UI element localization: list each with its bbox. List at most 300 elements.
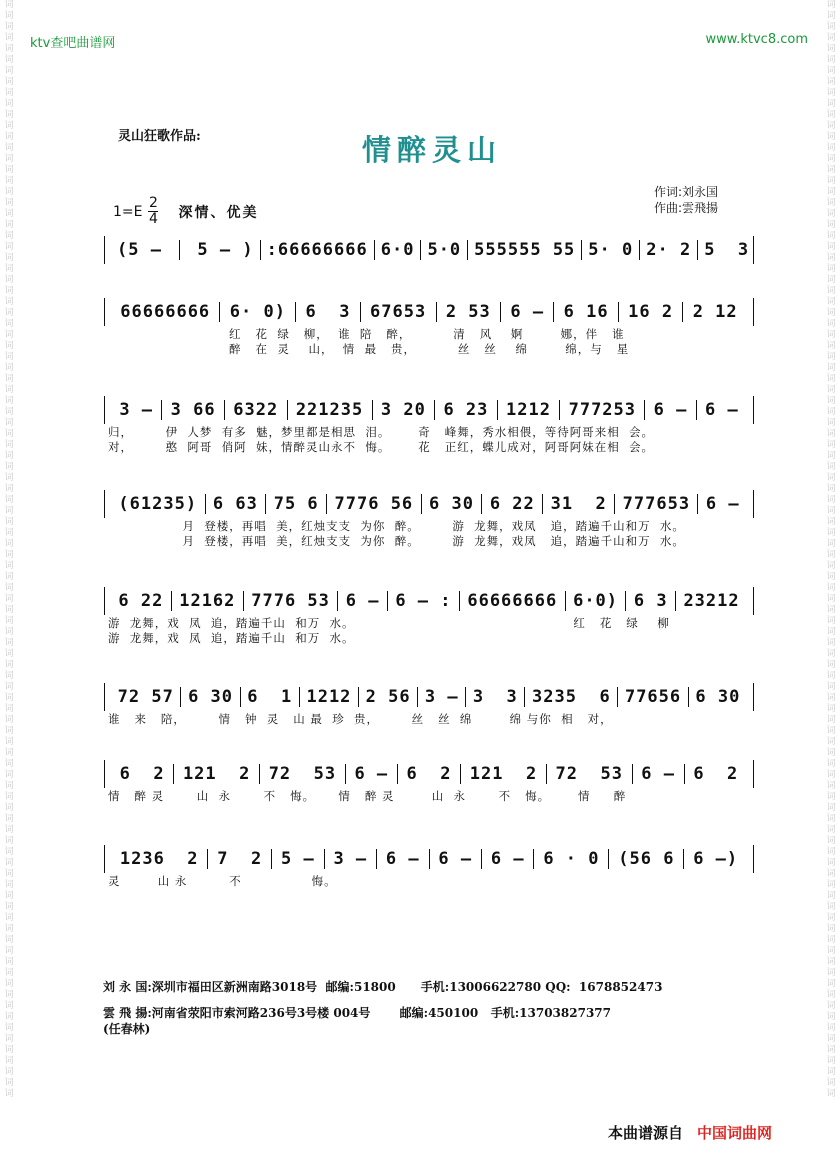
lyric-line: 游 龙舞，戏 凤 追，踏遍千山 和万 水。 红 花 绿 柳 bbox=[108, 616, 670, 630]
measure: 6 —) bbox=[693, 849, 739, 869]
measure: 6 — bbox=[346, 764, 398, 784]
watermark-glyph: 词 bbox=[826, 1023, 836, 1033]
watermark-glyph: 词 bbox=[4, 88, 14, 98]
measure: 6 2 bbox=[111, 764, 174, 784]
score-row-4 bbox=[104, 490, 754, 548]
watermark-glyph: 词 bbox=[826, 539, 836, 549]
watermark-glyph: 词 bbox=[826, 297, 836, 307]
measure: 77656 bbox=[618, 687, 688, 707]
song-title: 情醉灵山 bbox=[362, 133, 503, 167]
watermark-glyph: 词 bbox=[826, 836, 836, 846]
measure: 6 — bbox=[705, 494, 740, 514]
watermark-glyph: 词 bbox=[826, 484, 836, 494]
watermark-glyph: 词 bbox=[826, 374, 836, 384]
measure: 6 30 bbox=[181, 687, 240, 707]
measure: 7776 56 bbox=[327, 494, 422, 514]
watermark-glyph: 词 bbox=[4, 385, 14, 395]
watermark-glyph: 词 bbox=[4, 1001, 14, 1011]
watermark-glyph: 词 bbox=[826, 132, 836, 142]
watermark-glyph: 词 bbox=[4, 924, 14, 934]
watermark-glyph: 词 bbox=[826, 1001, 836, 1011]
watermark-glyph: 词 bbox=[4, 209, 14, 219]
watermark-glyph: 词 bbox=[826, 924, 836, 934]
measure: 12162 bbox=[172, 591, 244, 611]
watermark-glyph: 词 bbox=[4, 1067, 14, 1077]
watermark-glyph: 词 bbox=[826, 33, 836, 43]
composer: 作曲:雲飛揚 bbox=[654, 201, 719, 215]
watermark-glyph: 词 bbox=[826, 22, 836, 32]
watermark-glyph: 词 bbox=[826, 572, 836, 582]
watermark-glyph: 词 bbox=[826, 385, 836, 395]
watermark-glyph: 词 bbox=[826, 341, 836, 351]
measure: 1212 bbox=[498, 400, 561, 420]
measure: 5 3 bbox=[704, 240, 750, 260]
watermark-glyph: 词 bbox=[4, 858, 14, 868]
watermark-glyph: 词 bbox=[826, 847, 836, 857]
watermark-glyph: 词 bbox=[826, 638, 836, 648]
watermark-glyph: 词 bbox=[826, 715, 836, 725]
watermark-glyph: 词 bbox=[4, 154, 14, 164]
watermark-glyph: 词 bbox=[4, 451, 14, 461]
watermark-glyph: 词 bbox=[826, 187, 836, 197]
watermark-glyph: 词 bbox=[826, 869, 836, 879]
watermark-glyph: 词 bbox=[4, 165, 14, 175]
watermark-glyph: 词 bbox=[826, 143, 836, 153]
watermark-glyph: 词 bbox=[826, 880, 836, 890]
lyric-line: 醉 在 灵 山， 情 最 贵， 丝 丝 绵 绵，与 星 bbox=[108, 342, 630, 356]
score-row-5 bbox=[104, 587, 754, 645]
watermark-glyph: 词 bbox=[4, 341, 14, 351]
measure: 6 2 bbox=[398, 764, 461, 784]
watermark-glyph: 词 bbox=[4, 880, 14, 890]
watermark-glyph: 词 bbox=[826, 561, 836, 571]
source-site-link[interactable]: 中国词曲网 bbox=[697, 1124, 773, 1142]
watermark-glyph: 词 bbox=[826, 957, 836, 967]
watermark-glyph: 词 bbox=[4, 836, 14, 846]
watermark-glyph: 词 bbox=[826, 902, 836, 912]
watermark-glyph: 词 bbox=[826, 154, 836, 164]
watermark-glyph: 词 bbox=[4, 869, 14, 879]
watermark-glyph: 词 bbox=[4, 418, 14, 428]
measure: 72 57 bbox=[111, 687, 181, 707]
watermark-glyph: 词 bbox=[826, 858, 836, 868]
watermark-glyph: 词 bbox=[826, 759, 836, 769]
watermark-glyph: 词 bbox=[826, 803, 836, 813]
watermark-glyph: 词 bbox=[826, 209, 836, 219]
measure: 6 3 bbox=[626, 591, 676, 611]
measure: 221235 bbox=[288, 400, 373, 420]
watermark-glyph: 词 bbox=[4, 286, 14, 296]
watermark-glyph: 词 bbox=[4, 748, 14, 758]
measure: 777253 bbox=[560, 400, 645, 420]
watermark-glyph: 词 bbox=[826, 1078, 836, 1088]
measure: 6322 bbox=[225, 400, 288, 420]
watermark-glyph: 词 bbox=[4, 572, 14, 582]
measure: 2 53 bbox=[437, 302, 502, 322]
measure: 6 30 bbox=[422, 494, 483, 514]
measure: 3 20 bbox=[373, 400, 436, 420]
watermark-glyph: 词 bbox=[4, 913, 14, 923]
watermark-glyph: 词 bbox=[826, 814, 836, 824]
tonic: 1=E bbox=[113, 203, 143, 220]
watermark-glyph: 词 bbox=[826, 550, 836, 560]
watermark-glyph: 词 bbox=[4, 11, 14, 21]
watermark-glyph: 词 bbox=[826, 825, 836, 835]
watermark-glyph: 词 bbox=[4, 825, 14, 835]
watermark-glyph: 词 bbox=[826, 517, 836, 527]
notation-line bbox=[104, 760, 754, 788]
measure: 1236 2 bbox=[111, 849, 208, 869]
watermark-glyph: 词 bbox=[826, 55, 836, 65]
watermark-glyph: 词 bbox=[4, 297, 14, 307]
watermark-glyph: 词 bbox=[4, 66, 14, 76]
measure: 7776 53 bbox=[244, 591, 339, 611]
measure: 121 2 bbox=[461, 764, 547, 784]
score-row-7 bbox=[104, 760, 754, 803]
watermark-glyph: 词 bbox=[826, 693, 836, 703]
measure: 6 — bbox=[377, 849, 429, 869]
watermark-glyph: 词 bbox=[826, 594, 836, 604]
measure: 6·0 bbox=[375, 240, 422, 260]
notation-line bbox=[104, 298, 754, 326]
watermark-glyph: 词 bbox=[4, 847, 14, 857]
measure: 5· 0 bbox=[582, 240, 640, 260]
watermark-glyph: 词 bbox=[4, 264, 14, 274]
watermark-glyph: 词 bbox=[826, 968, 836, 978]
watermark-glyph: 词 bbox=[4, 803, 14, 813]
measure: 6 — bbox=[338, 591, 388, 611]
watermark-glyph: 词 bbox=[826, 682, 836, 692]
measure: 3 — bbox=[111, 400, 162, 420]
watermark-glyph: 词 bbox=[4, 605, 14, 615]
watermark-glyph: 词 bbox=[4, 0, 14, 10]
watermark-glyph: 词 bbox=[826, 1045, 836, 1055]
watermark-glyph: 词 bbox=[826, 583, 836, 593]
watermark-glyph: 词 bbox=[826, 473, 836, 483]
watermark-glyph: 词 bbox=[826, 396, 836, 406]
watermark-glyph: 词 bbox=[826, 770, 836, 780]
watermark-glyph: 词 bbox=[4, 253, 14, 263]
watermark-glyph: 词 bbox=[4, 44, 14, 54]
byline: 灵山狂歌作品: bbox=[118, 129, 201, 144]
watermark-glyph: 词 bbox=[826, 231, 836, 241]
measure: 3 — bbox=[325, 849, 377, 869]
lyric-line: 游 龙舞，戏 凤 追，踏遍千山 和万 水。 bbox=[108, 631, 355, 645]
watermark-glyph: 词 bbox=[4, 638, 14, 648]
watermark-glyph: 词 bbox=[4, 770, 14, 780]
measure: :66666666 bbox=[261, 240, 375, 260]
credits bbox=[654, 184, 718, 216]
watermark-glyph: 词 bbox=[826, 792, 836, 802]
watermark-glyph: 词 bbox=[4, 473, 14, 483]
watermark-glyph: 词 bbox=[4, 792, 14, 802]
source-credit: 本曲谱源自 中国词曲网 bbox=[608, 1124, 773, 1142]
measure: 6 — bbox=[633, 764, 685, 784]
watermark-glyph: 词 bbox=[4, 968, 14, 978]
watermark-glyph: 词 bbox=[4, 176, 14, 186]
watermark-glyph: 词 bbox=[826, 616, 836, 626]
watermark-glyph: 词 bbox=[4, 1012, 14, 1022]
watermark-glyph: 词 bbox=[4, 99, 14, 109]
watermark-glyph: 词 bbox=[4, 902, 14, 912]
watermark-glyph: 词 bbox=[826, 44, 836, 54]
measure: 6 — bbox=[482, 849, 534, 869]
measure: 66666666 bbox=[111, 302, 220, 322]
watermark-glyph: 词 bbox=[826, 649, 836, 659]
watermark-glyph: 词 bbox=[826, 605, 836, 615]
watermark-glyph: 词 bbox=[826, 418, 836, 428]
watermark-glyph: 词 bbox=[4, 704, 14, 714]
watermark-glyph: 词 bbox=[826, 1089, 836, 1099]
watermark-glyph: 词 bbox=[4, 737, 14, 747]
watermark-glyph: 词 bbox=[4, 1034, 14, 1044]
watermark-glyph: 词 bbox=[4, 649, 14, 659]
watermark-glyph: 词 bbox=[4, 946, 14, 956]
measure: 6 — bbox=[501, 302, 554, 322]
watermark-glyph: 词 bbox=[826, 495, 836, 505]
watermark-glyph: 词 bbox=[4, 627, 14, 637]
watermark-glyph: 词 bbox=[4, 407, 14, 417]
measure: 6 · 0 bbox=[534, 849, 609, 869]
notation-line bbox=[104, 587, 754, 615]
watermark-glyph: 词 bbox=[4, 22, 14, 32]
site-name-left: ktv查吧曲谱网 bbox=[30, 36, 116, 51]
watermark-glyph: 词 bbox=[4, 374, 14, 384]
watermark-glyph: 词 bbox=[4, 550, 14, 560]
watermark-glyph: 词 bbox=[4, 462, 14, 472]
measure: 6 22 bbox=[482, 494, 543, 514]
measure: 3 66 bbox=[162, 400, 225, 420]
watermark-glyph: 词 bbox=[826, 891, 836, 901]
contact-line-3: (任春林) bbox=[103, 1022, 151, 1036]
watermark-glyph: 词 bbox=[826, 407, 836, 417]
measure: 3 — bbox=[418, 687, 466, 707]
watermark-glyph: 词 bbox=[4, 715, 14, 725]
watermark-glyph: 词 bbox=[826, 0, 836, 10]
watermark-glyph: 词 bbox=[4, 935, 14, 945]
watermark-glyph: 词 bbox=[4, 682, 14, 692]
watermark-glyph: 词 bbox=[826, 198, 836, 208]
watermark-glyph: 词 bbox=[826, 1034, 836, 1044]
watermark-glyph: 词 bbox=[4, 891, 14, 901]
watermark-glyph: 词 bbox=[826, 11, 836, 21]
tempo-marking: 深情、优美 bbox=[178, 204, 259, 221]
watermark-glyph: 词 bbox=[4, 726, 14, 736]
notation-line bbox=[104, 845, 754, 873]
watermark-glyph: 词 bbox=[826, 1056, 836, 1066]
measure: 31 2 bbox=[543, 494, 615, 514]
watermark-glyph: 词 bbox=[4, 121, 14, 131]
measure: 1212 bbox=[300, 687, 359, 707]
measure: 6· 0) bbox=[220, 302, 296, 322]
watermark-glyph: 词 bbox=[826, 363, 836, 373]
watermark-glyph: 词 bbox=[4, 561, 14, 571]
watermark-glyph: 词 bbox=[4, 693, 14, 703]
watermark-glyph: 词 bbox=[4, 671, 14, 681]
measure: (5 — bbox=[111, 240, 180, 260]
lyric-line: 归， 伊 人梦 有多 魅，梦里都是相思 泪。 奇 峰舞，秀水相偎，等待阿哥来相 会。 bbox=[108, 425, 655, 439]
measure: 75 6 bbox=[266, 494, 327, 514]
notation-line bbox=[104, 683, 754, 711]
watermark-glyph: 词 bbox=[4, 1056, 14, 1066]
watermark-glyph: 词 bbox=[4, 198, 14, 208]
measure: 2 12 bbox=[692, 302, 738, 322]
watermark-glyph: 词 bbox=[826, 979, 836, 989]
watermark-glyph: 词 bbox=[826, 1012, 836, 1022]
watermark-glyph: 词 bbox=[4, 583, 14, 593]
watermark-glyph: 词 bbox=[4, 759, 14, 769]
watermark-glyph: 词 bbox=[4, 220, 14, 230]
measure: 121 2 bbox=[174, 764, 260, 784]
measure: 6 2 bbox=[693, 764, 739, 784]
watermark-glyph: 词 bbox=[826, 748, 836, 758]
watermark-glyph: 词 bbox=[4, 990, 14, 1000]
watermark-glyph: 词 bbox=[4, 319, 14, 329]
watermark-glyph: 词 bbox=[4, 814, 14, 824]
watermark-glyph: 词 bbox=[826, 781, 836, 791]
measure: 6 23 bbox=[435, 400, 498, 420]
watermark-column-left bbox=[2, 0, 16, 1169]
key-signature bbox=[113, 196, 258, 227]
measure: (61235) bbox=[111, 494, 206, 514]
measure: 6 22 bbox=[111, 591, 172, 611]
measure: 6 — bbox=[430, 849, 482, 869]
watermark-glyph: 词 bbox=[826, 330, 836, 340]
watermark-glyph: 词 bbox=[826, 913, 836, 923]
measure: 5 — bbox=[272, 849, 324, 869]
watermark-glyph: 词 bbox=[826, 440, 836, 450]
watermark-glyph: 词 bbox=[826, 110, 836, 120]
measure: 2 56 bbox=[359, 687, 418, 707]
measure: 6 — bbox=[704, 400, 739, 420]
watermark-glyph: 词 bbox=[4, 187, 14, 197]
watermark-glyph: 词 bbox=[4, 594, 14, 604]
lyric-line: 红 花 绿 柳， 谁 陪 醉， 清 风 婀 娜，伴 谁 bbox=[108, 327, 625, 341]
watermark-glyph: 词 bbox=[4, 528, 14, 538]
watermark-glyph: 词 bbox=[826, 165, 836, 175]
watermark-glyph: 词 bbox=[826, 66, 836, 76]
watermark-glyph: 词 bbox=[4, 495, 14, 505]
watermark-glyph: 词 bbox=[4, 660, 14, 670]
watermark-glyph: 词 bbox=[826, 88, 836, 98]
lyric-line: 对， 憨 阿哥 俏阿 妹，情醉灵山永不 悔。 花 正红，蝶儿成对，阿哥阿妹在相 会。 bbox=[108, 440, 655, 454]
watermark-glyph: 词 bbox=[4, 110, 14, 120]
measure: 6 1 bbox=[241, 687, 300, 707]
measure: 6 30 bbox=[695, 687, 741, 707]
score-row-3 bbox=[104, 396, 754, 454]
watermark-glyph: 词 bbox=[826, 627, 836, 637]
watermark-glyph: 词 bbox=[4, 979, 14, 989]
watermark-glyph: 词 bbox=[826, 451, 836, 461]
watermark-column-right bbox=[824, 0, 838, 1169]
measure: 2· 2 bbox=[640, 240, 698, 260]
watermark-glyph: 词 bbox=[826, 726, 836, 736]
watermark-glyph: 词 bbox=[4, 132, 14, 142]
watermark-glyph: 词 bbox=[826, 242, 836, 252]
watermark-glyph: 词 bbox=[4, 429, 14, 439]
measure: 6 — bbox=[645, 400, 696, 420]
watermark-glyph: 词 bbox=[4, 55, 14, 65]
watermark-glyph: 词 bbox=[4, 143, 14, 153]
watermark-glyph: 词 bbox=[4, 275, 14, 285]
watermark-glyph: 词 bbox=[826, 1067, 836, 1077]
watermark-glyph: 词 bbox=[4, 242, 14, 252]
measure: 555555 55 bbox=[468, 240, 582, 260]
measure: 6 16 bbox=[554, 302, 619, 322]
notation-line bbox=[104, 236, 754, 264]
watermark-glyph: 词 bbox=[826, 990, 836, 1000]
contact-line-2: 雲 飛 揚:河南省荥阳市索河路236号3号楼 004号 邮编:450100 手机:13703827377 bbox=[103, 1006, 611, 1020]
watermark-glyph: 词 bbox=[4, 77, 14, 87]
watermark-glyph: 词 bbox=[826, 352, 836, 362]
watermark-glyph: 词 bbox=[4, 308, 14, 318]
watermark-glyph: 词 bbox=[826, 429, 836, 439]
watermark-glyph: 词 bbox=[4, 396, 14, 406]
site-url-right: www.ktvc8.com bbox=[705, 32, 808, 47]
watermark-glyph: 词 bbox=[826, 308, 836, 318]
measure: 5 — ) bbox=[180, 240, 260, 260]
score-row-2 bbox=[104, 298, 754, 356]
contact-line-1: 刘 永 国:深圳市福田区新洲南路3018号 邮编:51800 手机:13006622780 QQ: 1678852473 bbox=[103, 980, 663, 994]
measure: 67653 bbox=[361, 302, 437, 322]
lyric-line: 谁 来 陪， 情 钟 灵 山 最 珍 贵， 丝 丝 绵 绵 与你 相 对， bbox=[108, 712, 613, 726]
notation-line bbox=[104, 396, 754, 424]
watermark-glyph: 词 bbox=[4, 1023, 14, 1033]
measure: 16 2 bbox=[619, 302, 684, 322]
measure: 23212 bbox=[683, 591, 740, 611]
watermark-glyph: 词 bbox=[4, 506, 14, 516]
watermark-glyph: 词 bbox=[826, 935, 836, 945]
measure: 3235 6 bbox=[525, 687, 618, 707]
watermark-glyph: 词 bbox=[826, 737, 836, 747]
watermark-glyph: 词 bbox=[826, 275, 836, 285]
lyricist: 作词:刘永国 bbox=[654, 185, 719, 199]
watermark-glyph: 词 bbox=[826, 286, 836, 296]
score-row-6 bbox=[104, 683, 754, 726]
watermark-glyph: 词 bbox=[826, 660, 836, 670]
measure: 7 2 bbox=[208, 849, 272, 869]
watermark-glyph: 词 bbox=[4, 33, 14, 43]
time-signature: $\frac{2}{4}$ bbox=[149, 195, 158, 227]
watermark-glyph: 词 bbox=[4, 440, 14, 450]
watermark-glyph: 词 bbox=[4, 616, 14, 626]
watermark-glyph: 词 bbox=[826, 176, 836, 186]
watermark-glyph: 词 bbox=[4, 1078, 14, 1088]
watermark-glyph: 词 bbox=[826, 671, 836, 681]
watermark-glyph: 词 bbox=[826, 121, 836, 131]
watermark-glyph: 词 bbox=[4, 517, 14, 527]
watermark-glyph: 词 bbox=[4, 1045, 14, 1055]
measure: 5·0 bbox=[421, 240, 468, 260]
watermark-glyph: 词 bbox=[826, 946, 836, 956]
measure: 777653 bbox=[615, 494, 698, 514]
measure: 66666666 bbox=[460, 591, 566, 611]
score-row-1 bbox=[104, 236, 754, 264]
watermark-glyph: 词 bbox=[4, 1089, 14, 1099]
notation-line bbox=[104, 490, 754, 518]
watermark-glyph: 词 bbox=[4, 781, 14, 791]
measure: 3 3 bbox=[466, 687, 525, 707]
lyric-line: 月 登楼，再唱 美，红烛支支 为你 醉。 游 龙舞，戏凤 追，踏遍千山和万 水。 bbox=[108, 534, 685, 548]
lyric-line: 情 醉 灵 山 永 不 悔。 情 醉 灵 山 永 不 悔。 情 醉 bbox=[108, 789, 627, 803]
watermark-glyph: 词 bbox=[826, 77, 836, 87]
measure: 6 3 bbox=[296, 302, 361, 322]
watermark-glyph: 词 bbox=[826, 319, 836, 329]
measure: 6 — : bbox=[388, 591, 460, 611]
watermark-glyph: 词 bbox=[4, 330, 14, 340]
watermark-glyph: 词 bbox=[826, 220, 836, 230]
measure: 6·0) bbox=[566, 591, 627, 611]
